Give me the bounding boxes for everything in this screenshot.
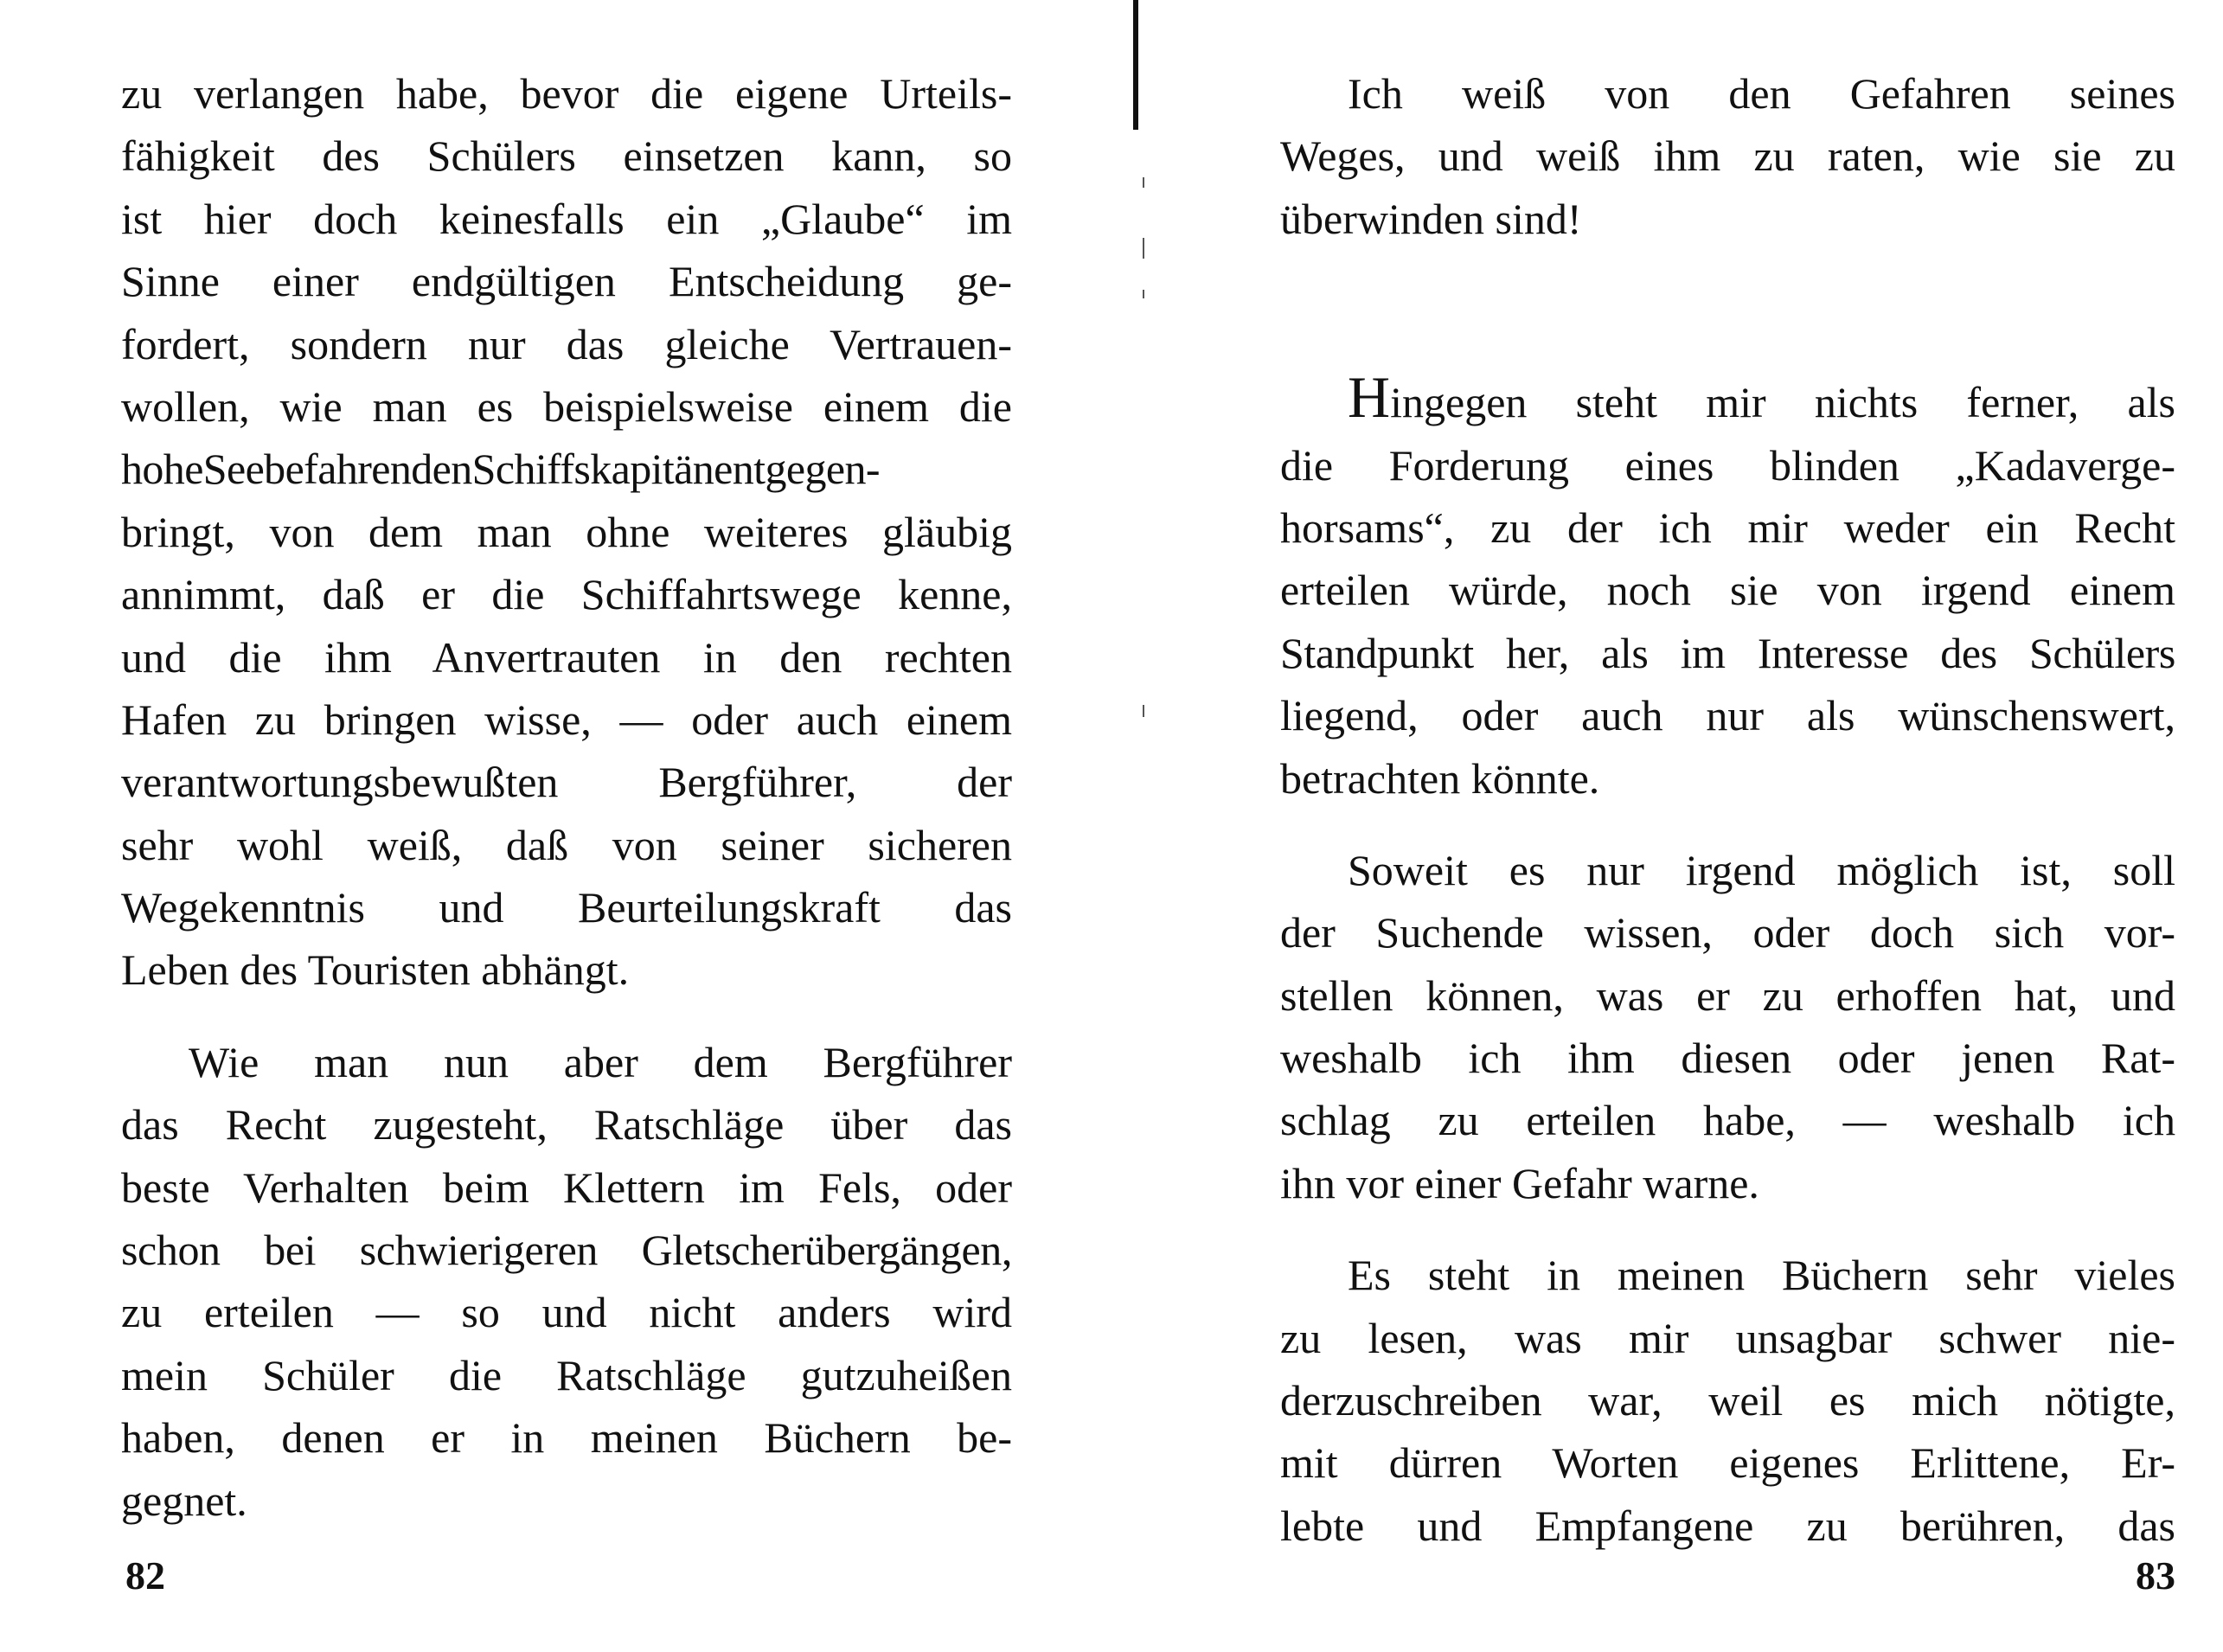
text-line: stellen können, was er zu erhoffen hat, und	[1280, 970, 2175, 1020]
text-line: fordert, sondern nur das gleiche Vertrauen-	[121, 319, 1012, 368]
paragraph	[1280, 1244, 2175, 1557]
text-line: Ich weiß von den Gefahren seines	[1348, 69, 2175, 118]
text-line: Weges, und weiß ihm zu raten, wie sie zu	[1280, 131, 2175, 181]
text-line: Hafen zu bringen wisse, — oder auch einem	[121, 695, 1012, 744]
text-line: Standpunkt her, als im Interesse des Schülers	[1280, 628, 2175, 677]
paragraph	[121, 62, 1012, 1002]
text-line: zu erteilen — so und nicht anders wird	[121, 1288, 1012, 1337]
paragraph	[1280, 364, 2175, 810]
text-line: Es steht in meinen Büchern sehr vieles	[1348, 1251, 2175, 1300]
text-line: Wie man nun aber dem Bergführer	[189, 1037, 1012, 1086]
text-line: überwinden sind!	[1280, 194, 1582, 243]
text-line: derzuschreiben war, weil es mich nötigte,	[1280, 1376, 2175, 1425]
text-line: verantwortungsbewußten Bergführer, der	[121, 758, 1012, 807]
text-line: weshalb ich ihm diesen oder jenen Rat-	[1280, 1034, 2175, 1083]
text-line: schon bei schwierigeren Gletscherübergängen,	[121, 1226, 1012, 1275]
text-line: schlag zu erteilen habe, — weshalb ich	[1280, 1096, 2175, 1145]
text-line	[1280, 364, 2175, 433]
text-line: Leben des Touristen abhängt.	[121, 945, 630, 995]
text-line: Soweit es nur irgend möglich ist, soll	[1348, 845, 2175, 894]
text-line: gegnet.	[121, 1476, 247, 1525]
text-line: zu verlangen habe, bevor die eigene Urteils-	[121, 69, 1012, 118]
text-line: und die ihm Anvertrauten in den rechten	[121, 632, 1012, 682]
text-line: die Forderung eines blinden „Kadaverge-	[1280, 440, 2175, 490]
text-line: liegend, oder auch nur als wünschenswert,	[1280, 691, 2175, 740]
text-line: horsams“, zu der ich mir weder ein Recht	[1280, 503, 2175, 552]
text-line: mit dürren Worten eigenes Erlittene, Er-	[1280, 1438, 2175, 1488]
text-line: beste Verhalten beim Klettern im Fels, oder	[121, 1162, 1012, 1212]
text-line: wollen, wie man es beispielsweise einem die	[121, 381, 1012, 431]
text-line: annimmt, daß er die Schiffahrtswege kenne,	[121, 570, 1012, 619]
text-line: fähigkeit des Schülers einsetzen kann, so	[121, 131, 1012, 181]
text-line: das Recht zugesteht, Ratschläge über das	[121, 1100, 1012, 1149]
paragraph	[121, 1031, 1012, 1532]
text-line: zu lesen, was mir unsagbar schwer nie-	[1280, 1313, 2175, 1362]
text-line-rest: ingegen steht mir nichts ferner, als	[1390, 378, 2175, 427]
right-page	[1112, 0, 2223, 1652]
page-number: 82	[125, 1553, 165, 1598]
text-line: erteilen würde, noch sie von irgend einem	[1280, 566, 2175, 615]
text-line: haben, denen er in meinen Büchern be-	[121, 1413, 1012, 1463]
text-line: Wegekenntnis und Beurteilungskraft das	[121, 883, 1012, 932]
text-line: ist hier doch keinesfalls ein „Glaube“ im	[121, 194, 1012, 243]
text-line: sehr wohl weiß, daß von seiner sicheren	[121, 820, 1012, 869]
paragraph	[1280, 62, 2175, 250]
dropcap: H	[1348, 364, 1391, 431]
text-line: hoheSeebefahrendenSchiffskapitänentgegen-	[121, 445, 880, 494]
left-page-text	[121, 62, 1012, 1532]
text-line: lebte und Empfangene zu berühren, das	[1280, 1501, 2175, 1550]
right-page-text	[1280, 62, 2175, 1557]
text-line: betrachten könnte.	[1280, 753, 1600, 803]
text-line: bringt, von dem man ohne weiteres gläubig	[121, 507, 1012, 556]
text-line: der Suchende wissen, oder doch sich vor-	[1280, 908, 2175, 957]
text-line: Sinne einer endgültigen Entscheidung ge-	[121, 257, 1012, 306]
page-number: 83	[2136, 1553, 2175, 1598]
paragraph	[1280, 839, 2175, 1214]
text-line: mein Schüler die Ratschläge gutzuheißen	[121, 1350, 1012, 1399]
text-line: ihn vor einer Gefahr warne.	[1280, 1158, 1759, 1207]
